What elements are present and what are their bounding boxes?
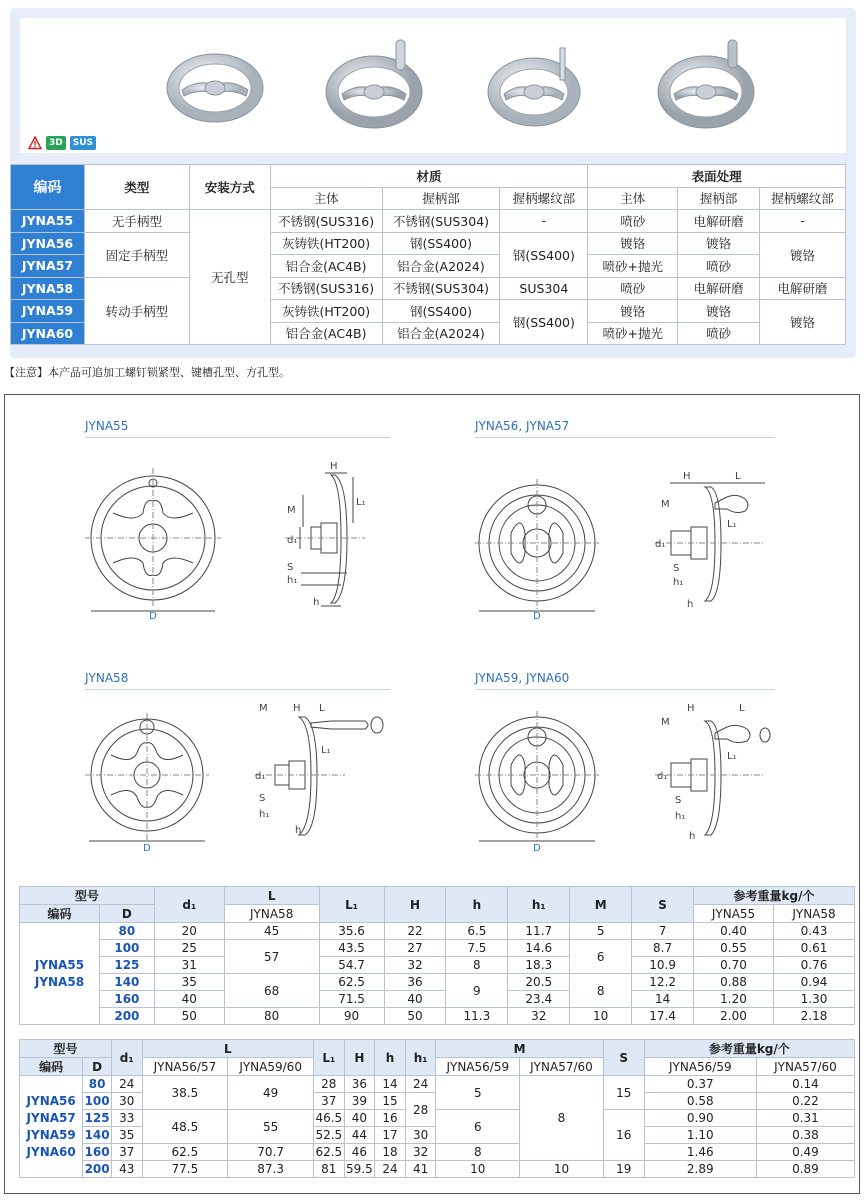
surface-grip-cell: 镀铬: [678, 300, 760, 323]
D-cell: 125: [99, 957, 154, 974]
H-cell: 40: [344, 1110, 375, 1127]
grip-cell: 钢(SS400): [382, 232, 500, 255]
dim-label-S: S: [675, 795, 682, 806]
type-cell: 转动手柄型: [84, 277, 189, 345]
dim-label-M: M: [259, 703, 268, 714]
h1-cell: 32: [508, 1008, 570, 1025]
dim-label-d1: d₁: [287, 535, 298, 546]
h1-cell: 11.7: [508, 923, 570, 940]
dim-label-M: M: [661, 499, 670, 510]
body-cell: 铝合金(AC4B): [270, 255, 382, 278]
drawing-jyna55: [85, 443, 385, 623]
weight-header: 参考重量kg/个: [694, 887, 855, 905]
mount-header: 安装方式: [189, 165, 270, 210]
weight-header: 参考重量kg/个: [644, 1040, 854, 1058]
grip-cell: 铝合金(A2024): [382, 322, 500, 345]
L1-cell: 52.5: [315, 1128, 343, 1142]
code-cell: JYNA56: [11, 232, 85, 255]
body-cell: 灰铸铁(HT200): [270, 300, 382, 323]
M-sub-header: JYNA57/60: [520, 1058, 604, 1076]
code-cell: JYNA55 JYNA58: [20, 923, 100, 1025]
dim-label-d1: d₁: [655, 539, 666, 550]
h1-cell: 30: [405, 1127, 436, 1144]
H-cell: 22: [384, 923, 446, 940]
H-cell: 32: [384, 957, 446, 974]
table-row: [20, 991, 855, 1008]
dim-label-H: H: [687, 703, 695, 714]
h1-cell: 20.5: [508, 974, 570, 991]
D-cell: 80: [83, 1076, 112, 1093]
photo-strip: [20, 18, 846, 153]
dim-label-d1: d₁: [657, 771, 668, 782]
dim-label-h: h: [687, 599, 694, 610]
L1-cell: 43.5: [319, 940, 384, 957]
H-cell: 39: [344, 1093, 375, 1110]
dim-label-h1: h₁: [259, 809, 270, 820]
table-row: [20, 1076, 855, 1093]
body-cell: 灰铸铁(HT200): [270, 232, 382, 255]
code-header: 编码: [20, 1058, 83, 1076]
dim-label-h1: h₁: [287, 575, 298, 586]
D-cell: 160: [99, 991, 154, 1008]
S-cell: 7: [632, 923, 694, 940]
dim-label-H: H: [293, 703, 301, 714]
code-cell: JYNA55: [11, 210, 85, 233]
M-header: M: [436, 1040, 603, 1058]
L-cell: 62.5: [142, 1144, 228, 1161]
M-cell: 6: [570, 940, 632, 974]
wheel-photo-fixed-handle: [322, 28, 432, 138]
L1-header: L₁: [319, 887, 384, 923]
h-cell: 11.3: [446, 1008, 508, 1025]
code-cell: JYNA58: [11, 277, 85, 300]
weight-cell: 0.14: [756, 1076, 854, 1093]
weight-sub-header: JYNA57/60: [756, 1058, 854, 1076]
grip-cell: 钢(SS400): [382, 300, 500, 323]
S-cell: 14: [632, 991, 694, 1008]
h-cell: 17: [375, 1127, 406, 1144]
weight-cell: 1.46: [644, 1144, 756, 1161]
h-header: h: [446, 887, 508, 923]
dim-label-h: h: [689, 831, 696, 842]
note-text: 【注意】本产品可追加工螺钉锁紧型、键槽孔型、方孔型。: [4, 366, 290, 379]
h1-header: h₁: [405, 1040, 436, 1076]
figure-rule: [475, 437, 775, 438]
H-cell: 44: [344, 1127, 375, 1144]
S-cell: 16: [603, 1110, 644, 1161]
weight-sub-header: JYNA55: [694, 905, 774, 923]
weight-cell: 0.61: [773, 940, 854, 957]
L-cell: 77.5: [142, 1161, 228, 1178]
code-cell: JYNA59: [11, 300, 85, 323]
h-header: h: [375, 1040, 406, 1076]
D-header: D: [83, 1058, 112, 1076]
M-header: M: [570, 887, 632, 923]
mount-cell: 无孔型: [189, 210, 270, 345]
d1-cell: 37: [111, 1144, 142, 1161]
table-row: [20, 923, 855, 940]
surface-body-cell: 喷砂+抛光: [588, 322, 678, 345]
d1-cell: 20: [154, 923, 224, 940]
weight-cell: 0.76: [773, 957, 854, 974]
figure-title-jyna58: JYNA58: [85, 671, 129, 685]
h1-cell: 41: [405, 1161, 436, 1178]
dim-label-S: S: [259, 793, 266, 804]
d1-cell: 24: [111, 1076, 142, 1093]
L-cell: 55: [228, 1110, 314, 1144]
weight-cell: 0.90: [644, 1110, 756, 1127]
L1-cell: 62.5: [319, 974, 384, 991]
dim-label-D: D: [143, 843, 151, 854]
H-cell: 46: [344, 1144, 375, 1161]
D-header: D: [99, 905, 154, 923]
dim-label-L1: L₁: [321, 745, 331, 756]
d1-header: d₁: [111, 1040, 142, 1076]
S-header: S: [603, 1040, 644, 1076]
d1-cell: 31: [154, 957, 224, 974]
code-cell: JYNA56 JYNA57 JYNA59 JYNA60: [20, 1076, 83, 1178]
dim-label-H: H: [683, 471, 691, 482]
h-cell: 24: [375, 1161, 406, 1178]
thread-cell: -: [500, 210, 588, 233]
wheel-photo-no-handle: [160, 28, 270, 138]
weight-cell: 2.18: [773, 1008, 854, 1025]
D-cell: 100: [84, 1094, 110, 1108]
figure-rule: [85, 689, 390, 690]
L-cell: 38.5: [142, 1076, 228, 1110]
thread-cell: 钢(SS400): [500, 232, 588, 277]
dim-label-h: h: [295, 825, 302, 836]
M-cell: 10: [570, 1008, 632, 1025]
h1-cell: 32: [405, 1144, 436, 1161]
dim-label-d1: d₁: [255, 771, 266, 782]
surface-grip-cell: 喷砂: [678, 255, 760, 278]
M-cell: 10: [520, 1161, 604, 1178]
thread-cell: SUS304: [500, 277, 588, 300]
material-table: [10, 164, 846, 345]
surface-thread-cell: 镀铬: [760, 232, 846, 277]
dim-label-h1: h₁: [673, 577, 684, 588]
h-cell: 14: [375, 1076, 406, 1093]
h-cell: 7.5: [446, 940, 508, 957]
L-cell: 68: [224, 974, 319, 1008]
M-cell: 10: [436, 1161, 520, 1178]
surface-thread-cell: -: [760, 210, 846, 233]
d1-cell: 25: [154, 940, 224, 957]
weight-cell: 0.89: [756, 1161, 854, 1178]
L-cell: 45: [224, 923, 319, 940]
h-cell: 9: [446, 974, 508, 1008]
figure-title-jyna56-57: JYNA56, JYNA57: [475, 419, 570, 433]
figure-title-jyna59-60: JYNA59, JYNA60: [475, 671, 570, 685]
surface-grip-cell: 电解研磨: [678, 210, 760, 233]
weight-cell: 0.43: [773, 923, 854, 940]
dim-label-M: M: [661, 717, 670, 728]
h-cell: 15: [375, 1093, 406, 1110]
S-cell: 8.7: [632, 940, 694, 957]
weight-cell: 0.40: [694, 923, 774, 940]
grip-cell: 不锈钢(SUS304): [382, 210, 500, 233]
S-header: S: [632, 887, 694, 923]
S-cell: 17.4: [632, 1008, 694, 1025]
figure-title-jyna55: JYNA55: [85, 419, 129, 433]
surface-body-header: 主体: [588, 187, 678, 210]
surface-grip-header: 握柄部: [678, 187, 760, 210]
grip-cell: 铝合金(A2024): [382, 255, 500, 278]
h-cell: 16: [375, 1110, 406, 1127]
d1-cell: 35: [111, 1127, 142, 1144]
dim-label-H: H: [330, 461, 338, 472]
body-cell: 不锈钢(SUS316): [270, 210, 382, 233]
L-sub-header: JYNA56/57: [142, 1058, 228, 1076]
weight-cell: 0.94: [773, 974, 854, 991]
L1-header: L₁: [314, 1040, 345, 1076]
dim-label-L1: L₁: [727, 751, 737, 762]
L1-cell: 62.5: [315, 1145, 343, 1159]
weight-cell: 2.00: [694, 1008, 774, 1025]
D-cell: 200: [84, 1162, 110, 1176]
L-sub-header: JYNA58: [224, 905, 319, 923]
dim-label-D: D: [149, 611, 157, 622]
h1-header: h₁: [508, 887, 570, 923]
L-cell: 87.3: [228, 1161, 314, 1178]
L-cell: 80: [224, 1008, 319, 1025]
surface-thread-header: 握柄螺纹部: [760, 187, 846, 210]
H-cell: 36: [344, 1076, 375, 1093]
L-cell: 48.5: [142, 1110, 228, 1144]
M-sub-header: JYNA56/59: [436, 1058, 520, 1076]
D-cell: 125: [84, 1111, 110, 1125]
dim-label-D: D: [533, 843, 541, 854]
surface-grip-cell: 镀铬: [678, 232, 760, 255]
M-cell: 5: [570, 923, 632, 940]
type-header: 类型: [84, 165, 189, 210]
dimension-table-jyna55-58: [19, 886, 855, 1025]
table-row: [11, 232, 846, 255]
L1-cell: 71.5: [319, 991, 384, 1008]
grip-header: 握柄部: [382, 187, 500, 210]
S-cell: 15: [603, 1076, 644, 1110]
L1-cell: 28: [314, 1076, 345, 1093]
d1-cell: 40: [154, 991, 224, 1008]
dim-label-M: M: [287, 505, 296, 516]
warning-icon: [28, 136, 42, 150]
weight-cell: 0.55: [694, 940, 774, 957]
L1-cell: 90: [319, 1008, 384, 1025]
D-cell: 100: [99, 940, 154, 957]
D-cell: 80: [99, 923, 154, 940]
M-cell: 8: [436, 1144, 520, 1161]
weight-cell: 2.89: [644, 1161, 756, 1178]
L1-cell: 35.6: [319, 923, 384, 940]
surface-header: 表面处理: [588, 165, 846, 188]
type-cell: 无手柄型: [84, 210, 189, 233]
M-cell: 5: [436, 1076, 520, 1110]
dim-label-L1: L₁: [727, 519, 737, 530]
weight-cell: 0.38: [756, 1127, 854, 1144]
table-row: [20, 1161, 855, 1178]
thread-cell: 钢(SS400): [500, 300, 588, 345]
weight-cell: 0.88: [694, 974, 774, 991]
wheel-photo-revolving-pin: [482, 28, 592, 138]
dim-label-L: L: [319, 703, 325, 714]
surface-thread-cell: 电解研磨: [760, 277, 846, 300]
d1-cell: 33: [111, 1110, 142, 1127]
dim-label-D: D: [533, 611, 541, 622]
M-cell: 8: [520, 1076, 604, 1161]
H-header: H: [344, 1040, 375, 1076]
model-header: 型号: [20, 887, 155, 905]
D-cell: 160: [84, 1145, 110, 1159]
surface-grip-cell: 电解研磨: [678, 277, 760, 300]
drawing-frame: [4, 394, 860, 1194]
surface-body-cell: 喷砂: [588, 277, 678, 300]
code-cell: JYNA57: [11, 255, 85, 278]
model-header: 型号: [20, 1040, 112, 1058]
d1-cell: 35: [154, 974, 224, 991]
weight-cell: 1.30: [773, 991, 854, 1008]
S-cell: 19: [603, 1161, 644, 1178]
table-row: [20, 1110, 855, 1127]
weight-cell: 0.31: [756, 1110, 854, 1127]
body-cell: 铝合金(AC4B): [270, 322, 382, 345]
material-header: 材质: [270, 165, 588, 188]
table-row: [20, 974, 855, 991]
figure-rule: [475, 689, 775, 690]
surface-body-cell: 喷砂+抛光: [588, 255, 678, 278]
dim-label-L: L: [735, 471, 741, 482]
figure-rule: [85, 437, 390, 438]
drawing-jyna56-57: [475, 443, 775, 623]
dim-label-S: S: [287, 562, 294, 573]
weight-cell: 1.10: [644, 1127, 756, 1144]
table-row: [11, 277, 846, 300]
badge-sus: SUS: [70, 136, 96, 150]
h-cell: 18: [375, 1144, 406, 1161]
h1-cell: 23.4: [508, 991, 570, 1008]
surface-body-cell: 喷砂: [588, 210, 678, 233]
S-cell: 10.9: [632, 957, 694, 974]
h-cell: 6.5: [446, 923, 508, 940]
table-row: [11, 210, 846, 233]
type-cell: 固定手柄型: [84, 232, 189, 277]
L-cell: 49: [228, 1076, 314, 1110]
h1-cell: 18.3: [508, 957, 570, 974]
H-cell: 40: [384, 991, 446, 1008]
surface-thread-cell: 镀铬: [760, 300, 846, 345]
body-cell: 不锈钢(SUS316): [270, 277, 382, 300]
L-header: L: [224, 887, 319, 905]
h1-cell: 14.6: [508, 940, 570, 957]
wheel-photo-revolving-handle: [654, 28, 764, 138]
grip-cell: 不锈钢(SUS304): [382, 277, 500, 300]
dim-label-h: h: [313, 597, 320, 608]
surface-grip-cell: 喷砂: [678, 322, 760, 345]
h1-cell: 28: [405, 1093, 436, 1127]
surface-body-cell: 镀铬: [588, 300, 678, 323]
code-header: 编码: [11, 165, 85, 210]
H-cell: 36: [384, 974, 446, 991]
D-cell: 140: [99, 974, 154, 991]
L1-cell: 37: [314, 1093, 345, 1110]
L1-cell: 54.7: [319, 957, 384, 974]
code-cell: JYNA60: [11, 322, 85, 345]
L-cell: 70.7: [228, 1144, 314, 1161]
L-header: L: [142, 1040, 313, 1058]
drawing-jyna59-60: [475, 695, 775, 855]
D-cell: 200: [99, 1008, 154, 1025]
body-header: 主体: [270, 187, 382, 210]
dim-label-L: L: [739, 703, 745, 714]
weight-cell: 0.22: [756, 1093, 854, 1110]
d1-cell: 50: [154, 1008, 224, 1025]
M-cell: 6: [436, 1110, 520, 1144]
weight-cell: 1.20: [694, 991, 774, 1008]
d1-cell: 30: [111, 1093, 142, 1110]
d1-cell: 43: [111, 1161, 142, 1178]
weight-cell: 0.70: [694, 957, 774, 974]
drawing-jyna58: [85, 695, 385, 855]
surface-body-cell: 镀铬: [588, 232, 678, 255]
weight-cell: 0.49: [756, 1144, 854, 1161]
weight-cell: 0.37: [644, 1076, 756, 1093]
h-cell: 8: [446, 957, 508, 974]
dim-label-S: S: [673, 563, 680, 574]
H-cell: 59.5: [346, 1162, 373, 1176]
weight-sub-header: JYNA58: [773, 905, 854, 923]
D-cell: 140: [84, 1128, 110, 1142]
badge-row: [28, 136, 96, 150]
table-row: [20, 957, 855, 974]
table-row: [20, 940, 855, 957]
dim-label-L1: L₁: [356, 497, 366, 508]
table-row: [20, 1144, 855, 1161]
L1-cell: 46.5: [315, 1111, 343, 1125]
h1-cell: 24: [405, 1076, 436, 1093]
weight-cell: 0.58: [644, 1093, 756, 1110]
badge-3d: 3D: [46, 136, 66, 150]
thread-header: 握柄螺纹部: [500, 187, 588, 210]
dimension-table-jyna56-60: [19, 1039, 855, 1178]
L-cell: 57: [224, 940, 319, 974]
code-header: 编码: [20, 905, 100, 923]
H-cell: 50: [384, 1008, 446, 1025]
H-header: H: [384, 887, 446, 923]
weight-sub-header: JYNA56/59: [644, 1058, 756, 1076]
d1-header: d₁: [154, 887, 224, 923]
table-row: [20, 1008, 855, 1025]
S-cell: 12.2: [632, 974, 694, 991]
H-cell: 27: [384, 940, 446, 957]
dim-label-h1: h₁: [675, 811, 686, 822]
L-sub-header: JYNA59/60: [228, 1058, 314, 1076]
M-cell: 8: [570, 974, 632, 1008]
L1-cell: 81: [314, 1161, 345, 1178]
